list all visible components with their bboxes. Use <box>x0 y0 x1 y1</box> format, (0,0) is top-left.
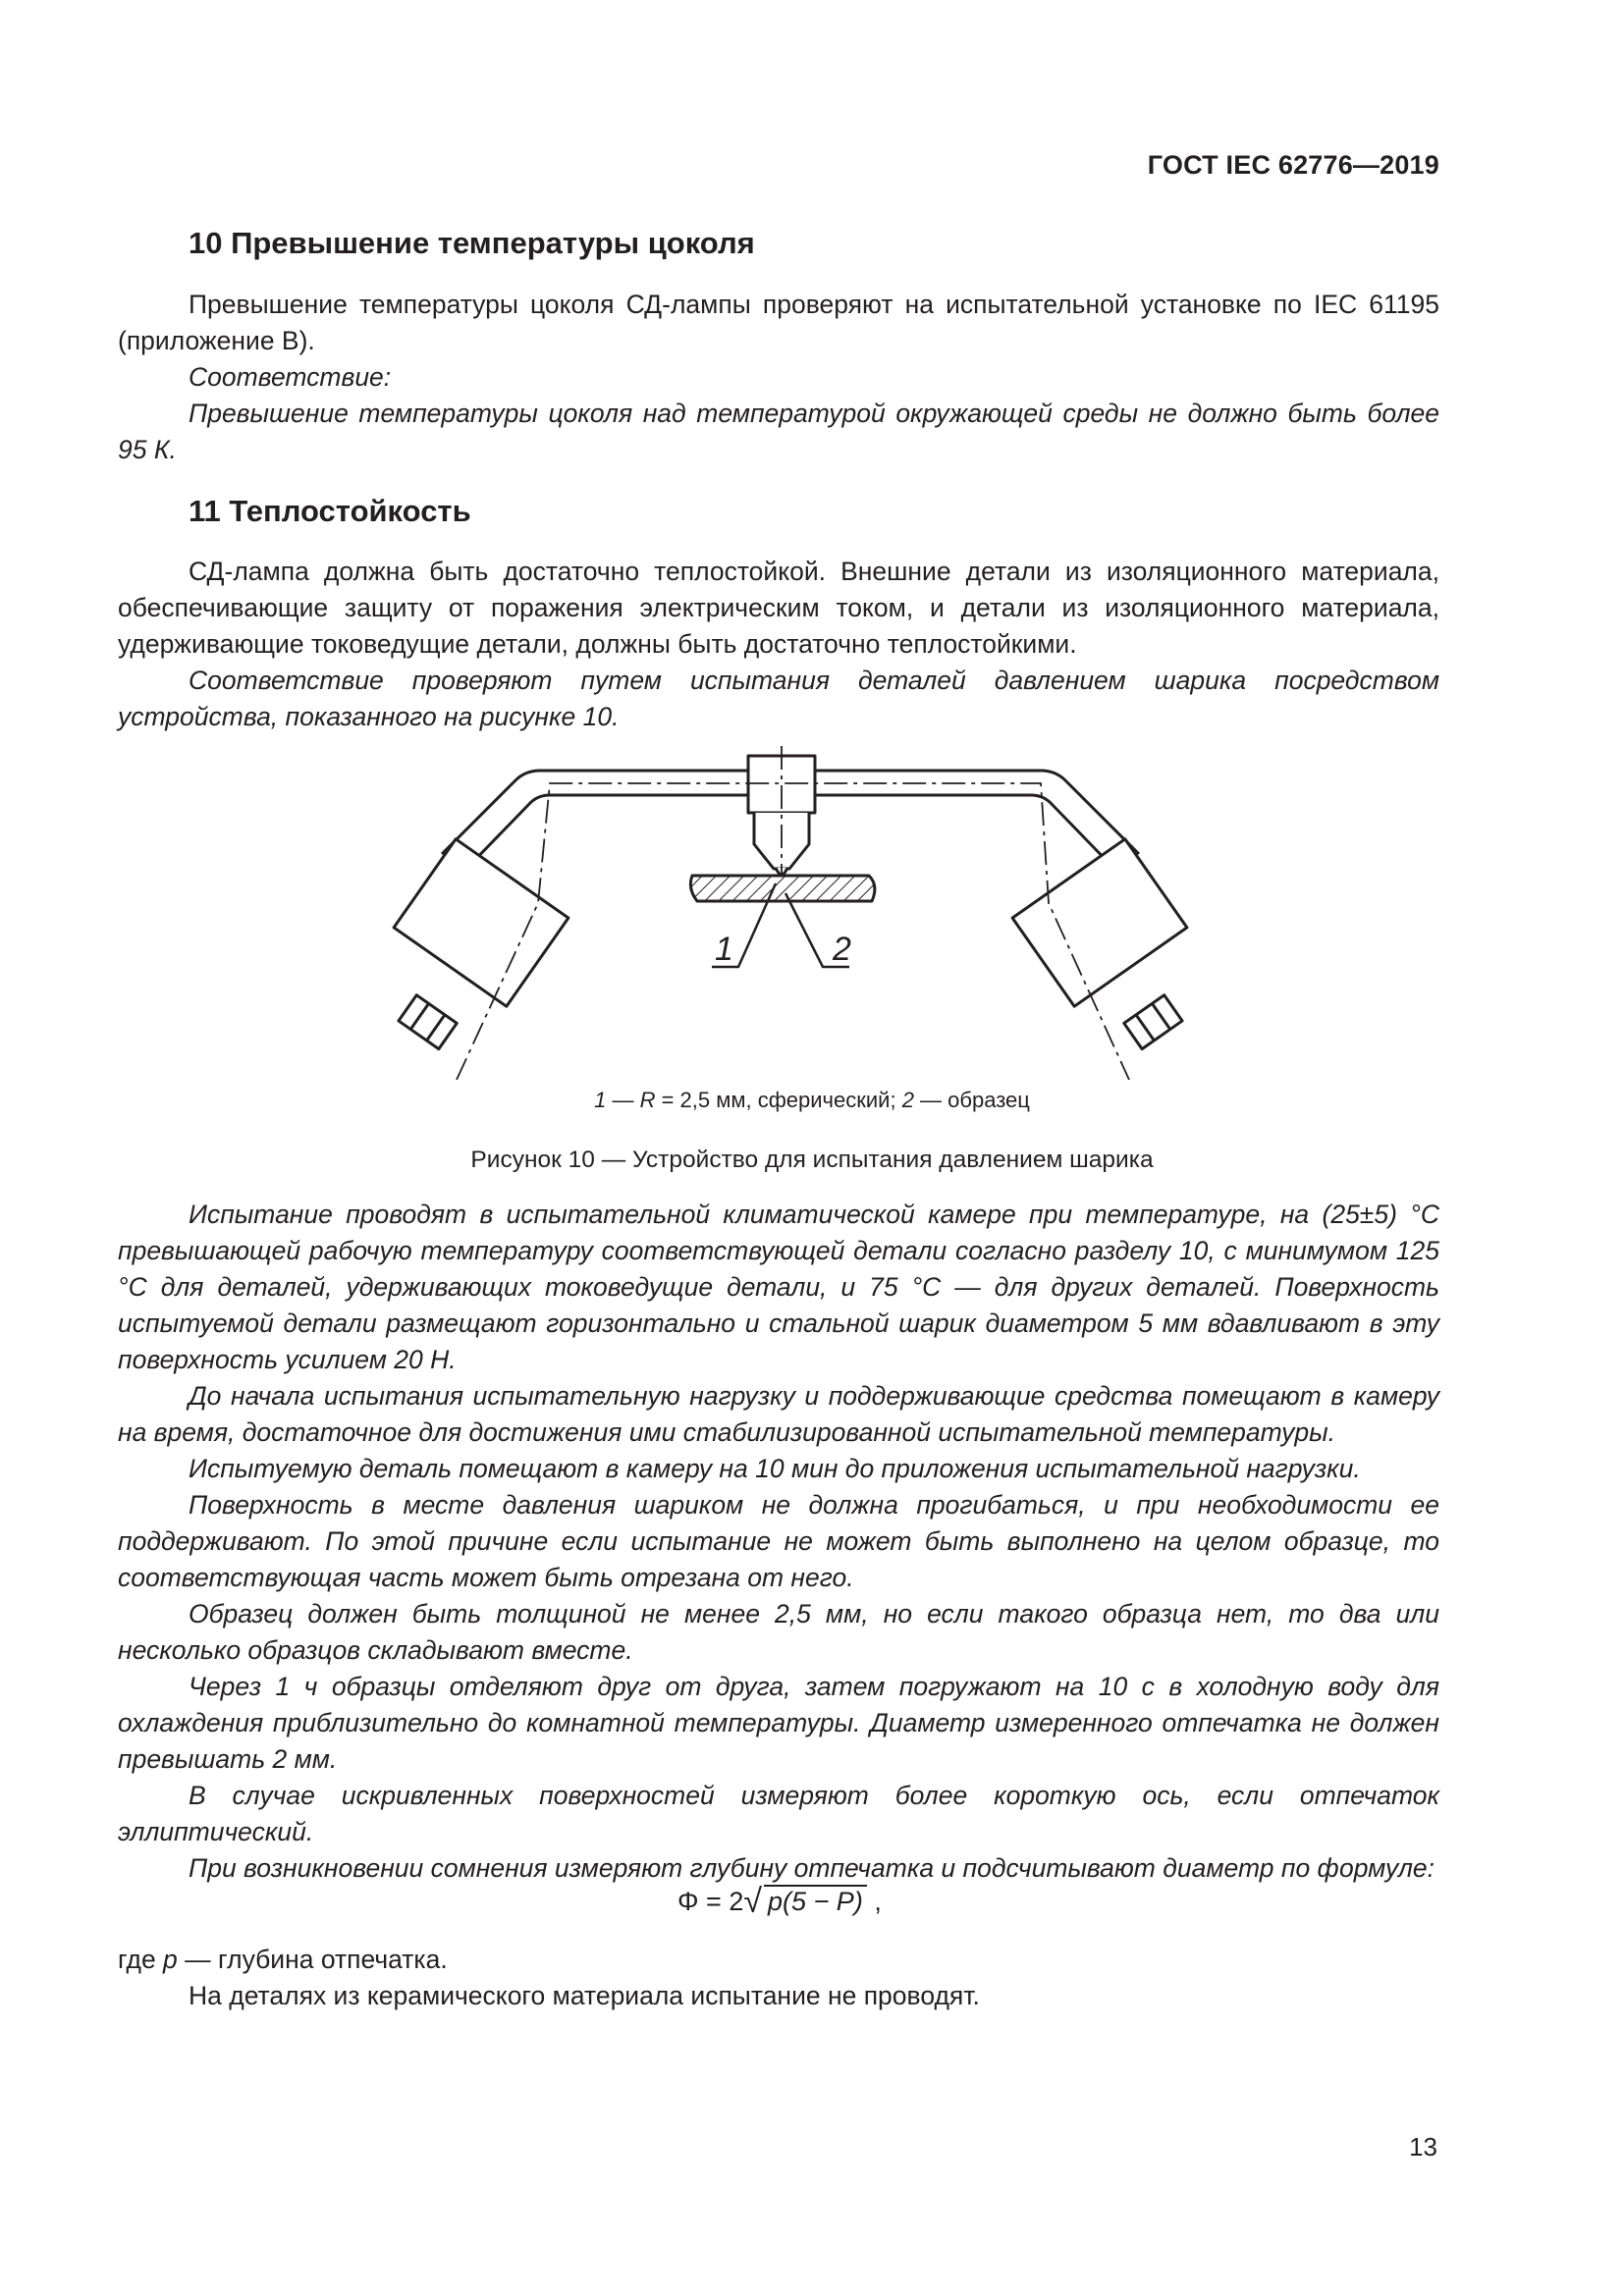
section-11-compliance: Соответствие проверяют путем испытания деталей давлением шарика посредством устройства, показанного на рисунке 10. <box>118 666 1439 731</box>
figure-label-1: 1 <box>715 931 733 968</box>
legend-text-2: — образец <box>913 1088 1030 1112</box>
section-11-title: 11 Теплостойкость <box>189 494 471 528</box>
body-paragraph: До начала испытания испытательную нагрузку и поддерживающие средства помещают в камеру на время, достаточное для достижения ими стабилизированной испытательной температуры. <box>118 1381 1439 1447</box>
where-text: — глубина отпечатка. <box>177 1945 448 1974</box>
section-11-body <box>118 554 1439 735</box>
body-paragraph: При возникновении сомнения измеряют глубину отпечатка и подсчитывают диаметр по формуле: <box>189 1853 1435 1883</box>
body-paragraph: Образец должен быть толщиной не менее 2,5 мм, но если такого образца нет, то два или несколько образцов складывают вместе. <box>118 1599 1439 1665</box>
body-paragraph: Через 1 ч образцы отделяют друг от друга, затем погружают на 10 с в холодную воду для охлаждения приблизительно до комнатной температуры. Диаметр измеренного отпечатка не должен превышать 2 мм. <box>118 1672 1439 1774</box>
figure-caption: Рисунок 10 — Устройство для испытания давлением шарика <box>470 1147 1154 1173</box>
ceramic-note: На деталях из керамического материала испытание не проводят. <box>189 1981 980 2010</box>
section-10-body <box>118 287 1439 468</box>
where-line <box>118 1942 1439 1978</box>
formula-radicand: p(5 − P) <box>764 1885 867 1917</box>
where-variable: p <box>163 1945 178 1974</box>
closing-text <box>118 1942 1439 2014</box>
formula-lhs: Φ = 2 <box>677 1887 744 1916</box>
legend-radius-symbol: R <box>639 1088 656 1112</box>
body-paragraph: Испытуемую деталь помещают в камеру на 10 мин до приложения испытательной нагрузки. <box>189 1454 1361 1483</box>
diameter-formula <box>677 1883 882 1930</box>
radical-sign-icon: √ <box>743 1883 763 1920</box>
legend-dash: — <box>606 1088 640 1112</box>
legend-text-1: = 2,5 мм, сферический; <box>655 1088 902 1112</box>
figure-label-2: 2 <box>833 931 851 968</box>
formula-tail: , <box>866 1887 882 1916</box>
figure-legend <box>0 1088 1624 1113</box>
legend-number-1: 1 <box>594 1088 607 1112</box>
test-procedure-body <box>118 1197 1439 1887</box>
compliance-label: Соответствие: <box>189 362 392 392</box>
document-header: ГОСТ IEC 62776—2019 <box>1147 150 1439 180</box>
section-10-paragraph: Превышение температуры цоколя СД-лампы проверяют на испытательной установке по IEC 61195 (приложение В). <box>118 290 1439 355</box>
legend-number-2: 2 <box>901 1088 914 1112</box>
body-paragraph: В случае искривленных поверхностей измеряют более короткую ось, если отпечаток эллиптический. <box>118 1781 1439 1846</box>
ball-pressure-apparatus-figure <box>373 746 1208 1080</box>
body-paragraph: Поверхность в месте давления шариком не должна прогибаться, и при необходимости ее поддерживают. По этой причине если испытание не может быть выполнено на целом образце, то соответствующая часть может быть отрезана от него. <box>118 1490 1439 1592</box>
compliance-text: Превышение температуры цоколя над температурой окружающей среды не должно быть более 95 К. <box>118 399 1439 464</box>
body-paragraph: Испытание проводят в испытательной климатической камере при температуре, на (25±5) °С превышающей рабочую температуру соответствующей детали согласно разделу 10, с минимумом 125 °С для деталей, удерживающих токоведущие детали, и 75 °С — для других деталей. Поверхность испытуемой детали размещают горизонтально и стальной шарик диаметром 5 мм вдавливают в эту поверхность усилием 20 Н. <box>118 1200 1439 1374</box>
section-10-title: 10 Превышение температуры цоколя <box>189 226 755 260</box>
where-prefix: где <box>118 1945 164 1974</box>
page-number: 13 <box>1409 2132 1437 2162</box>
section-11-paragraph: СД-лампа должна быть достаточно теплостойкой. Внешние детали из изоляционного материала, обеспечивающие защиту от поражения электрическим током, и детали из изоляционного материала, удерживающие токоведущие детали, должны быть достаточно теплостойкими. <box>118 557 1439 659</box>
